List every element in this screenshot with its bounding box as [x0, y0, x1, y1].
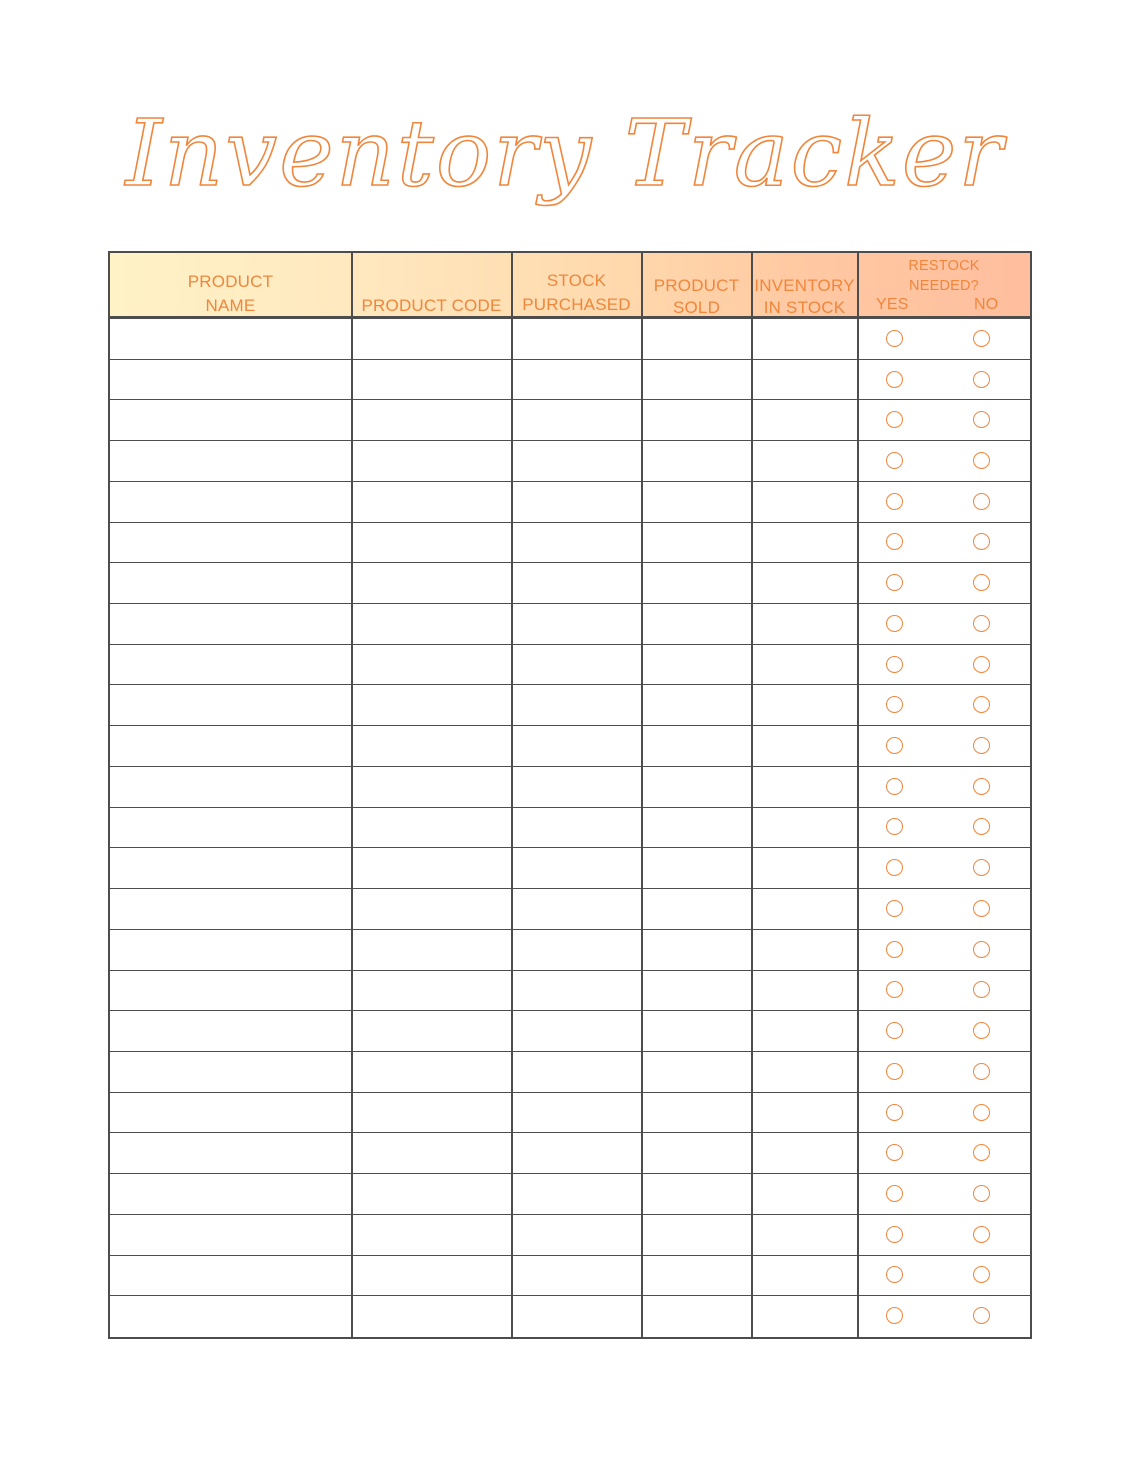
- header-product-name-line1: PRODUCT: [187, 272, 274, 291]
- header-stock-purchased-line1: STOCK: [546, 271, 607, 290]
- restock-yes-radio[interactable]: [886, 656, 903, 673]
- title-text: Inventory Tracker: [125, 100, 1005, 207]
- restock-yes-radio[interactable]: [886, 900, 903, 917]
- header-product-sold-line1: PRODUCT: [653, 276, 740, 295]
- header-yes-label: YES: [876, 296, 909, 313]
- restock-no-radio[interactable]: [973, 574, 990, 591]
- restock-yes-radio[interactable]: [886, 330, 903, 347]
- table-row: [110, 848, 1030, 889]
- restock-yes-radio[interactable]: [886, 941, 903, 958]
- header-product-sold-line2: SOLD: [672, 298, 721, 317]
- page-title: [0, 70, 1140, 240]
- table-row: [110, 604, 1030, 645]
- restock-no-radio[interactable]: [973, 859, 990, 876]
- restock-no-radio[interactable]: [973, 696, 990, 713]
- table-row: [110, 971, 1030, 1012]
- restock-no-radio[interactable]: [973, 493, 990, 510]
- column-divider: [857, 253, 859, 1337]
- table-row: [110, 319, 1030, 360]
- restock-no-radio[interactable]: [973, 1063, 990, 1080]
- table-row: [110, 482, 1030, 523]
- table-row: [110, 523, 1030, 564]
- restock-yes-radio[interactable]: [886, 574, 903, 591]
- header-product-name: [110, 253, 352, 316]
- title-svg: [0, 70, 1140, 240]
- header-inventory-in-stock-line1: INVENTORY: [754, 276, 855, 295]
- restock-yes-radio[interactable]: [886, 1307, 903, 1324]
- table-row: [110, 930, 1030, 971]
- restock-yes-radio[interactable]: [886, 737, 903, 754]
- restock-yes-radio[interactable]: [886, 1022, 903, 1039]
- restock-yes-radio[interactable]: [886, 411, 903, 428]
- header-stock-purchased-line2: PURCHASED: [522, 295, 631, 314]
- table-row: [110, 889, 1030, 930]
- restock-yes-radio[interactable]: [886, 1144, 903, 1161]
- table-row: [110, 563, 1030, 604]
- header-restock-needed-line1: RESTOCK: [908, 258, 980, 274]
- header-product-name-line2: NAME: [205, 296, 256, 315]
- restock-yes-radio[interactable]: [886, 1063, 903, 1080]
- header-restock-needed-line2: NEEDED?: [909, 278, 979, 294]
- column-divider: [351, 253, 353, 1337]
- table-row: [110, 1011, 1030, 1052]
- restock-yes-radio[interactable]: [886, 1226, 903, 1243]
- restock-no-radio[interactable]: [973, 615, 990, 632]
- restock-yes-radio[interactable]: [886, 452, 903, 469]
- table-row: [110, 685, 1030, 726]
- restock-no-radio[interactable]: [973, 1022, 990, 1039]
- table-row: [110, 441, 1030, 482]
- restock-no-radio[interactable]: [973, 656, 990, 673]
- header-product-sold: [642, 253, 752, 316]
- table-row: [110, 400, 1030, 441]
- restock-no-radio[interactable]: [973, 1144, 990, 1161]
- column-divider: [511, 253, 513, 1337]
- header-no-label: NO: [974, 296, 999, 313]
- restock-no-radio[interactable]: [973, 900, 990, 917]
- restock-yes-radio[interactable]: [886, 696, 903, 713]
- table-row: [110, 360, 1030, 401]
- restock-no-radio[interactable]: [973, 778, 990, 795]
- restock-yes-radio[interactable]: [886, 859, 903, 876]
- restock-yes-radio[interactable]: [886, 493, 903, 510]
- restock-no-radio[interactable]: [973, 371, 990, 388]
- column-divider: [641, 253, 643, 1337]
- table-row: [110, 1133, 1030, 1174]
- header-inventory-in-stock: [752, 253, 858, 316]
- table-row: [110, 1174, 1030, 1215]
- table-row: [110, 808, 1030, 849]
- restock-no-radio[interactable]: [973, 818, 990, 835]
- table-row: [110, 1296, 1030, 1337]
- restock-yes-radio[interactable]: [886, 818, 903, 835]
- table-row: [110, 645, 1030, 686]
- restock-yes-radio[interactable]: [886, 615, 903, 632]
- table-row: [110, 726, 1030, 767]
- table-header: [110, 253, 1030, 319]
- restock-yes-radio[interactable]: [886, 371, 903, 388]
- restock-no-radio[interactable]: [973, 452, 990, 469]
- restock-yes-radio[interactable]: [886, 778, 903, 795]
- restock-no-radio[interactable]: [973, 941, 990, 958]
- restock-no-radio[interactable]: [973, 1185, 990, 1202]
- header-product-code-line2: PRODUCT CODE: [361, 296, 502, 315]
- restock-yes-radio[interactable]: [886, 533, 903, 550]
- table-row: [110, 1093, 1030, 1134]
- restock-yes-radio[interactable]: [886, 1266, 903, 1283]
- table-row: [110, 1256, 1030, 1297]
- restock-yes-radio[interactable]: [886, 981, 903, 998]
- restock-no-radio[interactable]: [973, 1226, 990, 1243]
- table-row: [110, 767, 1030, 808]
- restock-yes-radio[interactable]: [886, 1185, 903, 1202]
- restock-no-radio[interactable]: [973, 981, 990, 998]
- header-restock-needed: [858, 253, 1030, 316]
- table-row: [110, 1052, 1030, 1093]
- header-product-code: [352, 253, 512, 316]
- restock-no-radio[interactable]: [973, 737, 990, 754]
- restock-no-radio[interactable]: [973, 533, 990, 550]
- restock-no-radio[interactable]: [973, 330, 990, 347]
- restock-no-radio[interactable]: [973, 1307, 990, 1324]
- restock-no-radio[interactable]: [973, 1104, 990, 1121]
- restock-yes-radio[interactable]: [886, 1104, 903, 1121]
- header-stock-purchased: [512, 253, 642, 316]
- restock-no-radio[interactable]: [973, 1266, 990, 1283]
- restock-no-radio[interactable]: [973, 411, 990, 428]
- header-inventory-in-stock-line2: IN STOCK: [763, 298, 846, 317]
- table-row: [110, 1215, 1030, 1256]
- column-divider: [751, 253, 753, 1337]
- inventory-table: [108, 251, 1032, 1339]
